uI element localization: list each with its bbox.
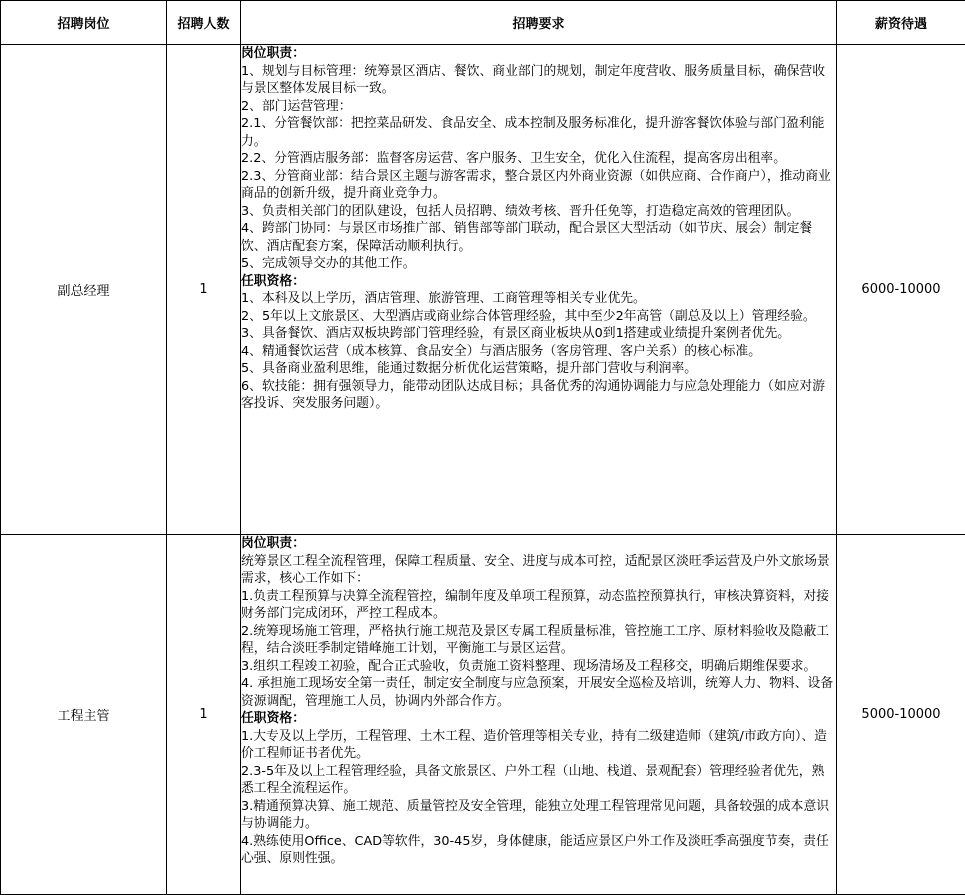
- requirement-line: 4. 承担施工现场安全第一责任，制定安全制度与应急预案，开展安全巡检及培训，统筹人力、物料、设备资源调配，管理施工人员，协调内外部合作方。: [241, 675, 836, 710]
- header-count: 招聘人数: [167, 1, 241, 45]
- job-count: 1: [167, 45, 241, 535]
- job-position: 工程主管: [1, 535, 167, 895]
- job-requirements: [241, 45, 837, 535]
- requirement-line: 5、完成领导交办的其他工作。: [241, 255, 836, 273]
- header-position: 招聘岗位: [1, 1, 167, 45]
- requirement-line: 4、精通餐饮运营（成本核算、食品安全）与酒店服务（客房管理、客户关系）的核心标准。: [241, 343, 836, 361]
- requirement-line: 1.大专及以上学历，工程管理、土木工程、造价管理等相关专业，持有二级建造师（建筑/市政方向）、造价工程师证书者优先。: [241, 728, 836, 763]
- header-requirements: 招聘要求: [241, 1, 837, 45]
- job-requirements: [241, 535, 837, 895]
- table-row: [1, 45, 965, 535]
- requirement-line: 统筹景区工程全流程管理，保障工程质量、安全、进度与成本可控，适配景区淡旺季运营及户外文旅场景需求，核心工作如下：: [241, 553, 836, 588]
- requirement-line: 2.3-5年及以上工程管理经验，具备文旅景区、户外工程（山地、栈道、景观配套）管理经验者优先，熟悉工程全流程运作。: [241, 763, 836, 798]
- header-salary: 薪资待遇: [837, 1, 965, 45]
- requirement-line: 3、具备餐饮、酒店双板块跨部门管理经验，有景区商业板块从0到1搭建或业绩提升案例者优先。: [241, 325, 836, 343]
- requirement-line: 2.1、分管餐饮部：把控菜品研发、食品安全、成本控制及服务标准化，提升游客餐饮体验与部门盈利能力。: [241, 115, 836, 150]
- requirement-line: 1、规划与目标管理：统筹景区酒店、餐饮、商业部门的规划，制定年度营收、服务质量目标，确保营收与景区整体发展目标一致。: [241, 63, 836, 98]
- requirement-line: 2、5年以上文旅景区、大型酒店或商业综合体管理经验，其中至少2年高管（副总及以上）管理经验。: [241, 308, 836, 326]
- table-header-row: [1, 1, 965, 45]
- section-heading: 任职资格：: [241, 710, 836, 728]
- requirement-line: 5、具备商业盈利思维，能通过数据分析优化运营策略，提升部门营收与利润率。: [241, 360, 836, 378]
- requirement-line: 3、负责相关部门的团队建设，包括人员招聘、绩效考核、晋升任免等，打造稳定高效的管理团队。: [241, 203, 836, 221]
- requirement-line: 2.2、分管酒店服务部：监督客房运营、客户服务、卫生安全，优化入住流程，提高客房出租率。: [241, 150, 836, 168]
- section-heading: 岗位职责：: [241, 535, 836, 553]
- requirement-line: 3.组织工程竣工初验，配合正式验收，负责施工资料整理、现场清场及工程移交，明确后期维保要求。: [241, 658, 836, 676]
- job-salary: 6000-10000: [837, 45, 965, 535]
- requirement-line: 1.负责工程预算与决算全流程管控，编制年度及单项工程预算，动态监控预算执行，审核决算资料，对接财务部门完成闭环，严控工程成本。: [241, 588, 836, 623]
- requirement-line: 2.统筹现场施工管理，严格执行施工规范及景区专属工程质量标准，管控施工工序、原材料验收及隐蔽工程，结合淡旺季制定错峰施工计划，平衡施工与景区运营。: [241, 623, 836, 658]
- section-heading: 任职资格：: [241, 273, 836, 291]
- requirement-line: 4.熟练使用Office、CAD等软件，30-45岁，身体健康，能适应景区户外工作及淡旺季高强度节奏，责任心强、原则性强。: [241, 833, 836, 868]
- job-count: 1: [167, 535, 241, 895]
- section-heading: 岗位职责：: [241, 45, 836, 63]
- table-row: [1, 535, 965, 895]
- job-salary: 5000-10000: [837, 535, 965, 895]
- job-position: 副总经理: [1, 45, 167, 535]
- requirement-line: 6、软技能：拥有强领导力，能带动团队达成目标；具备优秀的沟通协调能力与应急处理能力（如应对游客投诉、突发服务问题）。: [241, 378, 836, 413]
- requirement-line: 3.精通预算决算、施工规范、质量管控及安全管理，能独立处理工程管理常见问题，具备较强的成本意识与协调能力。: [241, 798, 836, 833]
- requirement-line: 1、本科及以上学历，酒店管理、旅游管理、工商管理等相关专业优先。: [241, 290, 836, 308]
- requirement-line: 2.3、分管商业部：结合景区主题与游客需求，整合景区内外商业资源（如供应商、合作商户），推动商业商品的创新升级，提升商业竞争力。: [241, 168, 836, 203]
- requirement-line: 2、部门运营管理：: [241, 98, 836, 116]
- requirement-line: 4、跨部门协同：与景区市场推广部、销售部等部门联动，配合景区大型活动（如节庆、展会）制定餐饮、酒店配套方案，保障活动顺利执行。: [241, 220, 836, 255]
